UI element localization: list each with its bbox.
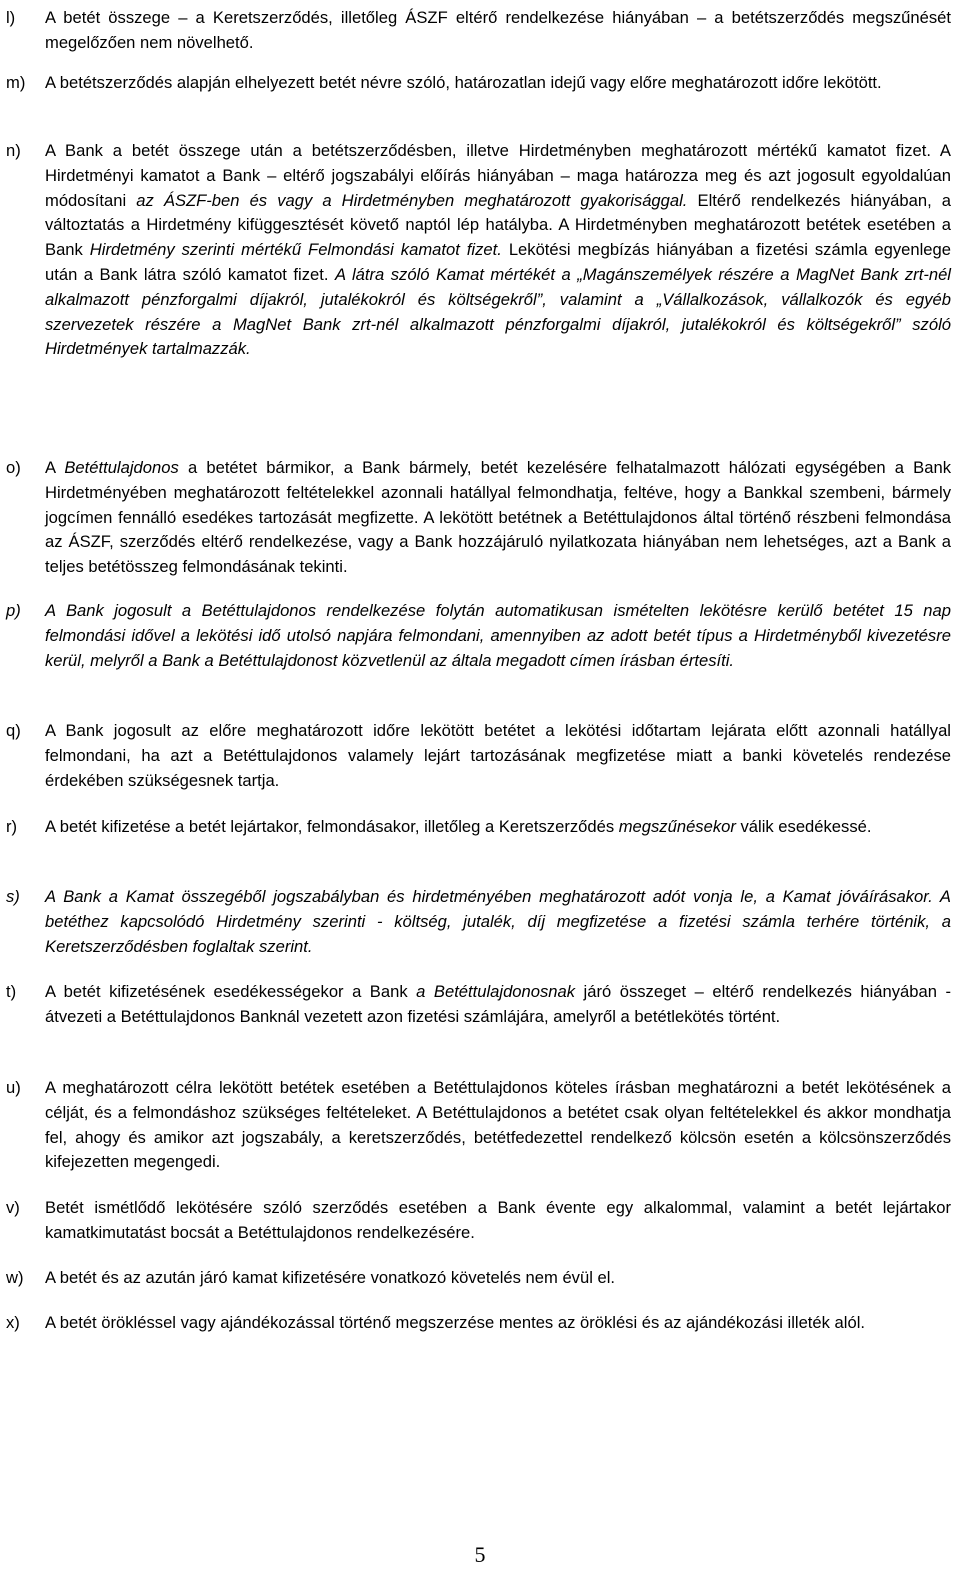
text-run: A betét kifizetésének esedékességekor a Bank <box>45 982 417 1001</box>
italic-text-run: megszűnésekor <box>618 817 736 836</box>
text-run: A betét örökléssel vagy ajándékozással történő megszerzése mentes az öröklési és az ajándékozási illeték alól. <box>45 1313 865 1332</box>
text-run: Betét ismétlődő lekötésére szóló szerződés esetében a Bank évente egy alkalommal, valamint a betét lejártakor kamatkimutatást bocsát a Betéttulajdonos rendelkezésére. <box>45 1198 951 1242</box>
clause-label: m) <box>6 73 26 92</box>
text-run: A meghatározott célra lekötött betétek esetében a Betéttulajdonos köteles írásban meghatározni a betét lekötésének a célját, és a felmondáshoz szükséges feltételeket. A Betéttulajdonos a betétet csak olyan feltételekkel és akkor mondhatja fel, ahogy és amikor azt jogszabály, a keretszerződés, betétfedezettel rendelkező kölcsön esetén a kölcsönszerződés kifejezetten megengedi. <box>45 1078 951 1172</box>
clause-label: p) <box>6 601 21 620</box>
clause-label: r) <box>6 817 18 836</box>
italic-text-run: A Bank a Kamat összegéből jogszabályban és hirdetményében meghatározott adót vonja le, a Kamat jóváírásakor. A betéthez kapcsolódó Hirdetmény szerinti - költség, jutalék, díj megfizetése a fizetési számla terhére történik, a Keretszerződésben foglaltak szerint. <box>45 887 951 956</box>
italic-text-run: A Bank jogosult a Betéttulajdonos rendelkezése folytán automatikusan ismételten lekötésre kerülő betétet 15 nap felmondási idővel a lekötési idő utolsó napjára felmondani, amennyiben az adott betét típus a Hirdetményből kivezetésre kerül, melyről a Bank a Betéttulajdonost közvetlenül az általa megadott címen írásban értesíti. <box>45 601 951 670</box>
text-run: Eltérő rendelkezés hiányában, a változtatás a Hirdetmény kifüggesztését követő naptól lép hatályba. A Hirdetményben meghatározott betétek esetében a Bank <box>45 190 952 260</box>
italic-text-run: a Betéttulajdonosnak <box>416 982 576 1001</box>
text-run: A betét kifizetése a betét lejártakor, felmondásakor, illetőleg a Keretszerződés <box>45 817 619 836</box>
clause-text <box>45 1311 951 1336</box>
clause-label: x) <box>6 1313 20 1332</box>
clause-label: n) <box>6 141 21 160</box>
clause-text <box>45 456 951 580</box>
text-run: A Bank jogosult az előre meghatározott időre lekötött betétet a lekötési időtartam lejárata előtt azonnali hatállyal felmondani, ha azt a Betéttulajdonos valamely lejárt tartozásának megfizetése miatt a banki követelés rendezése érdekében szükségesnek tartja. <box>45 721 951 790</box>
clause-text <box>45 599 951 673</box>
clause-text <box>45 6 951 56</box>
clause-text <box>45 980 951 1030</box>
text-run: Lekötési megbízás hiányában a fizetési számla egyenlege után a Bank látra szóló kamatot fizet. <box>45 240 951 284</box>
clause-label: s) <box>6 887 20 906</box>
text-run: válik esedékessé. <box>735 817 872 836</box>
italic-text-run: az ÁSZF-ben és vagy a Hirdetményben meghatározott gyakorisággal. <box>136 190 688 210</box>
text-run: A betétszerződés alapján elhelyezett betét névre szóló, határozatlan idejű vagy előre meghatározott időre lekötött. <box>45 73 882 92</box>
text-run: A betét összege – a Keretszerződés, illetőleg ÁSZF eltérő rendelkezése hiányában – a betétszerződés megszűnését megelőzően nem növelhető. <box>45 8 951 52</box>
clause-text <box>45 719 951 793</box>
clause-text <box>45 885 951 959</box>
clause-label: w) <box>6 1268 24 1287</box>
italic-text-run: Hirdetmény szerinti mértékű Felmondási kamatot fizet. <box>89 240 502 260</box>
clause-text <box>45 815 951 840</box>
clause-text <box>45 71 951 96</box>
text-run: járó összeget – eltérő rendelkezés hiányában - átvezeti a Betéttulajdonos Banknál vezetett azon fizetési számlájára, amelyről a betétlekötés történt. <box>45 982 951 1026</box>
clause-label: t) <box>6 982 17 1001</box>
text-run: A betét és az azután járó kamat kifizetésére vonatkozó követelés nem évül el. <box>45 1268 616 1287</box>
text-run: A Bank a betét összege után a betétszerződésben, illetve Hirdetményben meghatározott mértékű kamatot fizet. A Hirdetményi kamatot a Bank – eltérő jogszabályi előírás hiányában – maga határozza meg és azt jogosult egyoldalúan módosítani <box>45 141 951 210</box>
clause-label: q) <box>6 721 21 740</box>
italic-text-run: Betéttulajdonos <box>64 458 179 477</box>
clause-label: v) <box>6 1198 20 1217</box>
italic-text-run: A látra szóló Kamat mértékét a „Magánszemélyek részére a MagNet Bank zrt-nél alkalmazott pénzforgalmi díjakról, jutalékokról és költségekről”, valamint a „Vállalkozások, vállalkozók és egyéb szervezetek részére a MagNet Bank zrt-nél alkalmazott pénzforgalmi díjakról, jutalékokról és költségekről” szóló Hirdetmények tartalmazzák. <box>45 264 951 359</box>
text-run: a betétet bármikor, a Bank bármely, betét kezelésére felhatalmazott hálózati egységében a Bank Hirdetményében meghatározott feltételekkel azonnali hatállyal felmondhatja, feltéve, hogy a Bankkal szembeni, bármely jogcímen fennálló esedékes tartozását megfizette. A lekötött betétnek a Betéttulajdonos által történő részbeni felmondása az ÁSZF, szerződés eltérő rendelkezése, vagy a Bank hozzájáruló nyilatkozata hiányában nem lehetséges, azt a Bank a teljes betétösszeg felmondásának tekinti. <box>45 458 951 577</box>
clause-label: o) <box>6 458 21 477</box>
clause-text <box>45 1076 951 1175</box>
page-number: 5 <box>474 1542 486 1567</box>
clause-text <box>45 139 951 362</box>
clause-text <box>45 1266 951 1291</box>
clause-text <box>45 1196 951 1246</box>
clause-label: u) <box>6 1078 21 1097</box>
clause-label: l) <box>6 8 16 27</box>
text-run: A <box>45 458 65 477</box>
